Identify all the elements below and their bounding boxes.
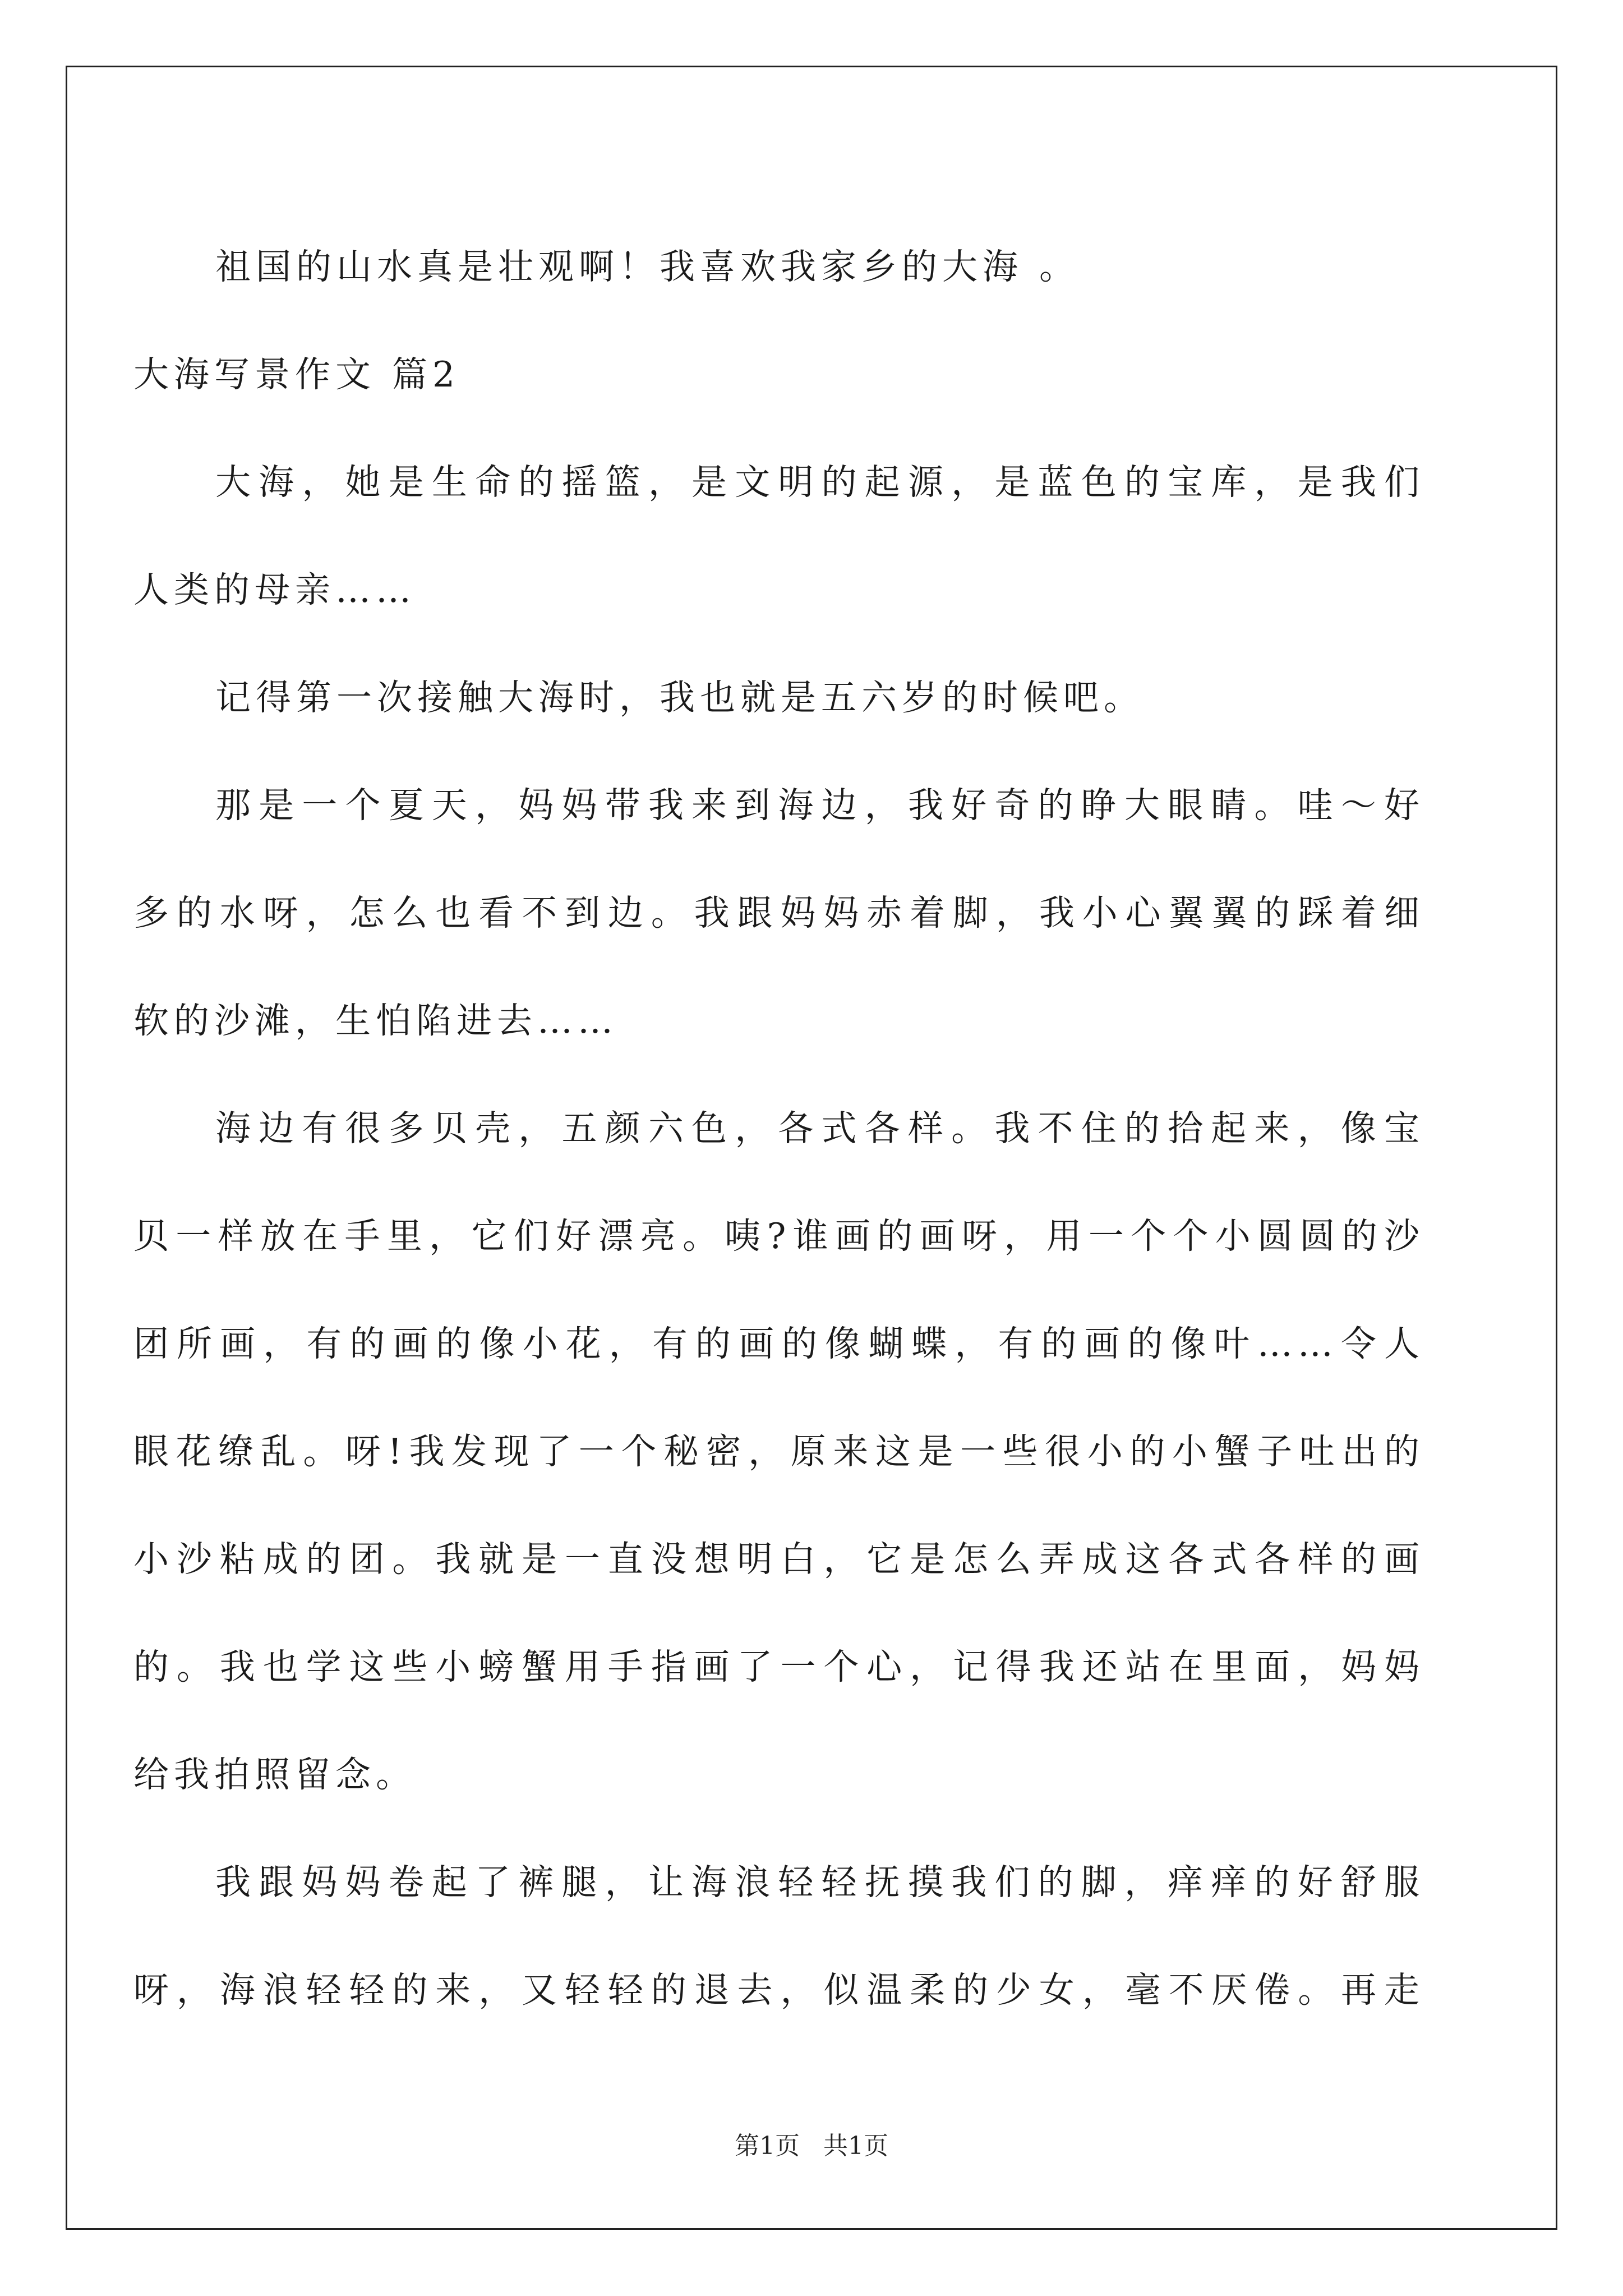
paragraph-line: 大海，她是生命的摇篮，是文明的起源，是蓝色的宝库，是我们 [215, 462, 1424, 503]
page-number: 第1页 [735, 2132, 800, 2160]
paragraph-line: 多的水呀，怎么也看不到边。我跟妈妈赤着脚，我小心翼翼的踩着细 [133, 892, 1424, 933]
section-heading: 大海写景作文 篇2 [133, 354, 460, 395]
paragraph-line: 我跟妈妈卷起了裤腿，让海浪轻轻抚摸我们的脚，痒痒的好舒服 [215, 1862, 1424, 1903]
paragraph-line: 那是一个夏天，妈妈带我来到海边，我好奇的睁大眼睛。哇～好 [215, 785, 1424, 826]
paragraph-line: 团所画，有的画的像小花，有的画的像蝴蝶，有的画的像叶……令人 [133, 1323, 1424, 1364]
page-footer [0, 2129, 1623, 2163]
paragraph-line: 小沙粘成的团。我就是一直没想明白，它是怎么弄成这各式各样的画 [133, 1539, 1424, 1580]
paragraph-line: 海边有很多贝壳，五颜六色，各式各样。我不住的拾起来，像宝 [215, 1108, 1424, 1149]
paragraph-line: 呀，海浪轻轻的来，又轻轻的退去，似温柔的少女，毫不厌倦。再走 [133, 1970, 1424, 2010]
page-total: 共1页 [823, 2132, 888, 2160]
document-body [133, 213, 1424, 2044]
paragraph-line: 软的沙滩，生怕陷进去…… [133, 1000, 618, 1041]
paragraph-line: 给我拍照留念。 [133, 1754, 416, 1795]
paragraph-line: 的。我也学这些小螃蟹用手指画了一个心，记得我还站在里面，妈妈 [133, 1646, 1424, 1687]
paragraph-line: 记得第一次接触大海时，我也就是五六岁的时候吧。 [215, 677, 1144, 718]
paragraph-line: 祖国的山水真是壮观啊！我喜欢我家乡的大海 。 [215, 246, 1080, 287]
paragraph-line: 贝一样放在手里，它们好漂亮。咦?谁画的画呀，用一个个小圆圆的沙 [133, 1216, 1424, 1257]
paragraph-line: 眼花缭乱。呀!我发现了一个秘密，原来这是一些很小的小蟹子吐出的 [133, 1431, 1424, 1472]
paragraph-line: 人类的母亲…… [133, 569, 416, 610]
